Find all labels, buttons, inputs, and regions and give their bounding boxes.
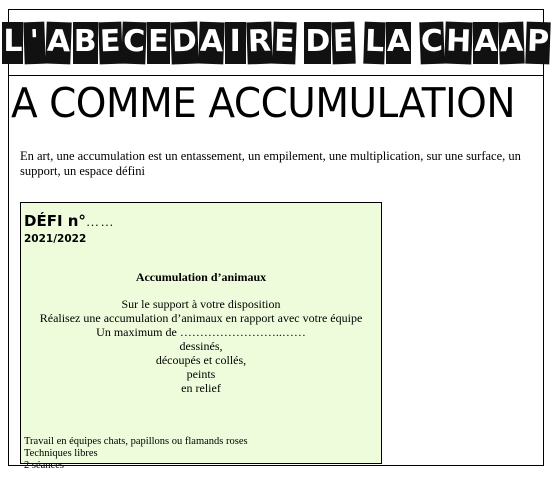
instruction-line: découpés et collés, (155, 353, 247, 367)
instruction-line: Réalisez une accumulation d’animaux en rapport avec votre équipe (39, 311, 363, 325)
banner-title (2, 22, 550, 64)
footer-note: 2 séances (24, 460, 64, 471)
banner-letter: A (46, 21, 73, 64)
instructions-block (21, 297, 381, 395)
instruction-line: en relief (181, 381, 221, 395)
banner-letter: H (444, 21, 473, 64)
banner-letter: A (473, 22, 498, 64)
challenge-title: Accumulation d’animaux (135, 270, 267, 284)
banner-letter: P (525, 21, 550, 64)
banner-letter: A (198, 21, 225, 64)
challenge-heading (24, 213, 115, 230)
banner-letter: E (272, 21, 296, 64)
banner-letter: B (73, 22, 98, 64)
banner-letter: C (121, 21, 146, 64)
intro-paragraph: En art, une accumulation est un entassement, un empilement, une multiplication, sur une surface, un support, un espace défini (20, 149, 521, 178)
banner-letter: I (225, 22, 246, 64)
challenge-number: …… (85, 214, 115, 229)
banner-letter: D (170, 21, 198, 64)
footer-note: Techniques libres (24, 448, 98, 459)
banner-letter: L (2, 22, 23, 64)
banner-letter: R (246, 21, 273, 64)
banner-letter: E (147, 22, 170, 64)
challenge-card (20, 202, 382, 471)
instruction-line: Un maximum de ……………………..…… (96, 325, 306, 339)
instruction-line: dessinés, (179, 339, 223, 353)
instruction-line: peints (186, 367, 216, 381)
banner-letter: E (332, 21, 356, 64)
banner-letter: ' (24, 21, 46, 64)
instruction-line: Sur le support à votre disposition (121, 297, 281, 311)
school-year: 2021/2022 (24, 233, 87, 245)
banner-letter: L (363, 21, 386, 64)
challenge-label: DÉFI n° (24, 212, 86, 230)
document-page (3, 9, 550, 471)
banner-letter: A (386, 22, 411, 64)
page-title: A COMME ACCUMULATION (11, 80, 516, 128)
footer-note: Travail en équipes chats, papillons ou flamands roses (24, 436, 248, 447)
banner-letter: A (499, 21, 526, 64)
header-banner (3, 10, 550, 76)
banner-letter: D (304, 22, 331, 64)
banner-letter: C (419, 21, 444, 64)
banner-letter: E (98, 21, 122, 64)
footer-notes (24, 436, 248, 472)
